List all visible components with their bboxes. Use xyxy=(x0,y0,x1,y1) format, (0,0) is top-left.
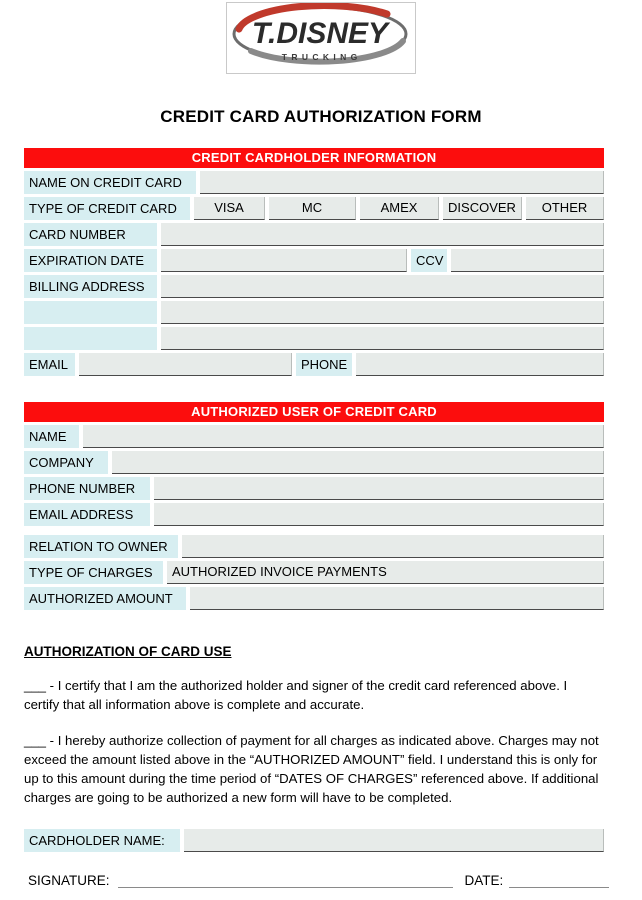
label-date: DATE: xyxy=(464,873,504,888)
label-billing-address-line-3 xyxy=(24,327,157,350)
label-cardholder-name: CARDHOLDER NAME: xyxy=(24,829,180,852)
row-authorized-company xyxy=(24,451,604,474)
input-authorized-amount[interactable] xyxy=(190,587,604,610)
section-header-authorized-user: AUTHORIZED USER OF CREDIT CARD xyxy=(24,402,604,422)
input-signature[interactable] xyxy=(118,872,453,888)
authorization-paragraph-2: ___ - I hereby authorize collection of payment for all charges as indicated above. Charges may not exceed the amount listed above in the “AUTHORIZED AMOUNT” field. I understand this is only for up to this amount during the time period of “DATES OF CHARGES” referenced above. If additional charges are going to be authorized a new form will have to be completed. xyxy=(24,733,599,805)
row-billing-address-line-3 xyxy=(24,327,604,350)
logo-brand-text: T.DISNEY xyxy=(251,17,389,50)
option-mc[interactable]: MC xyxy=(269,197,356,220)
row-type-of-charges xyxy=(24,561,604,584)
row-billing-address xyxy=(24,275,604,298)
row-name-on-credit-card xyxy=(24,171,604,194)
authorization-paragraph-1: ___ - I certify that I am the authorized holder and signer of the credit card referenced above. I certify that all information above is complete and accurate. xyxy=(24,678,568,712)
section-header-cardholder-information: CREDIT CARDHOLDER INFORMATION xyxy=(24,148,604,168)
label-authorized-amount: AUTHORIZED AMOUNT xyxy=(24,587,186,610)
option-amex[interactable]: AMEX xyxy=(360,197,439,220)
input-billing-address-line-3[interactable] xyxy=(161,327,604,350)
row-type-of-credit-card xyxy=(24,197,604,220)
row-email-phone xyxy=(24,353,604,376)
logo-container xyxy=(0,0,642,74)
label-billing-address: BILLING ADDRESS xyxy=(24,275,157,298)
logo-tagline-text: T R U C K I N G xyxy=(281,52,359,62)
input-email[interactable] xyxy=(79,353,292,376)
company-logo xyxy=(226,2,416,74)
input-relation-to-owner[interactable] xyxy=(182,535,604,558)
label-signature: SIGNATURE: xyxy=(28,873,110,888)
input-date[interactable] xyxy=(509,872,609,888)
input-authorized-company[interactable] xyxy=(112,451,604,474)
logo-graphic xyxy=(227,3,413,71)
page-title: CREDIT CARD AUTHORIZATION FORM xyxy=(160,107,482,126)
row-authorized-email xyxy=(24,503,604,526)
label-expiration-date: EXPIRATION DATE xyxy=(24,249,157,272)
input-authorized-phone[interactable] xyxy=(154,477,604,500)
input-type-of-charges[interactable]: AUTHORIZED INVOICE PAYMENTS xyxy=(167,561,604,584)
input-billing-address[interactable] xyxy=(161,275,604,298)
input-billing-address-line-2[interactable] xyxy=(161,301,604,324)
label-authorized-email: EMAIL ADDRESS xyxy=(24,503,150,526)
row-card-number xyxy=(24,223,604,246)
label-billing-address-line-2 xyxy=(24,301,157,324)
input-authorized-email[interactable] xyxy=(154,503,604,526)
label-authorized-name: NAME xyxy=(24,425,79,448)
row-authorized-phone xyxy=(24,477,604,500)
input-phone[interactable] xyxy=(356,353,604,376)
label-authorized-phone: PHONE NUMBER xyxy=(24,477,150,500)
input-cardholder-name[interactable] xyxy=(184,829,604,852)
row-relation-to-owner xyxy=(24,535,604,558)
input-card-number[interactable] xyxy=(161,223,604,246)
label-type-of-credit-card: TYPE OF CREDIT CARD xyxy=(24,197,190,220)
input-authorized-name[interactable] xyxy=(83,425,604,448)
form-sheet xyxy=(24,148,604,888)
label-authorized-company: COMPANY xyxy=(24,451,108,474)
row-cardholder-name xyxy=(24,829,604,852)
authorization-section-title: AUTHORIZATION OF CARD USE xyxy=(24,644,232,659)
input-expiration-date[interactable] xyxy=(161,249,407,272)
row-billing-address-line-2 xyxy=(24,301,604,324)
label-type-of-charges: TYPE OF CHARGES xyxy=(24,561,163,584)
label-ccv: CCV xyxy=(411,249,447,272)
row-authorized-name xyxy=(24,425,604,448)
row-expiration-date xyxy=(24,249,604,272)
option-discover[interactable]: DISCOVER xyxy=(443,197,522,220)
label-email: EMAIL xyxy=(24,353,75,376)
option-visa[interactable]: VISA xyxy=(194,197,265,220)
label-relation-to-owner: RELATION TO OWNER xyxy=(24,535,178,558)
input-ccv[interactable] xyxy=(451,249,604,272)
row-signature-date xyxy=(24,872,604,888)
row-authorized-amount xyxy=(24,587,604,610)
label-phone: PHONE xyxy=(296,353,352,376)
label-name-on-credit-card: NAME ON CREDIT CARD xyxy=(24,171,196,194)
option-other[interactable]: OTHER xyxy=(526,197,604,220)
label-card-number: CARD NUMBER xyxy=(24,223,157,246)
input-name-on-credit-card[interactable] xyxy=(200,171,604,194)
